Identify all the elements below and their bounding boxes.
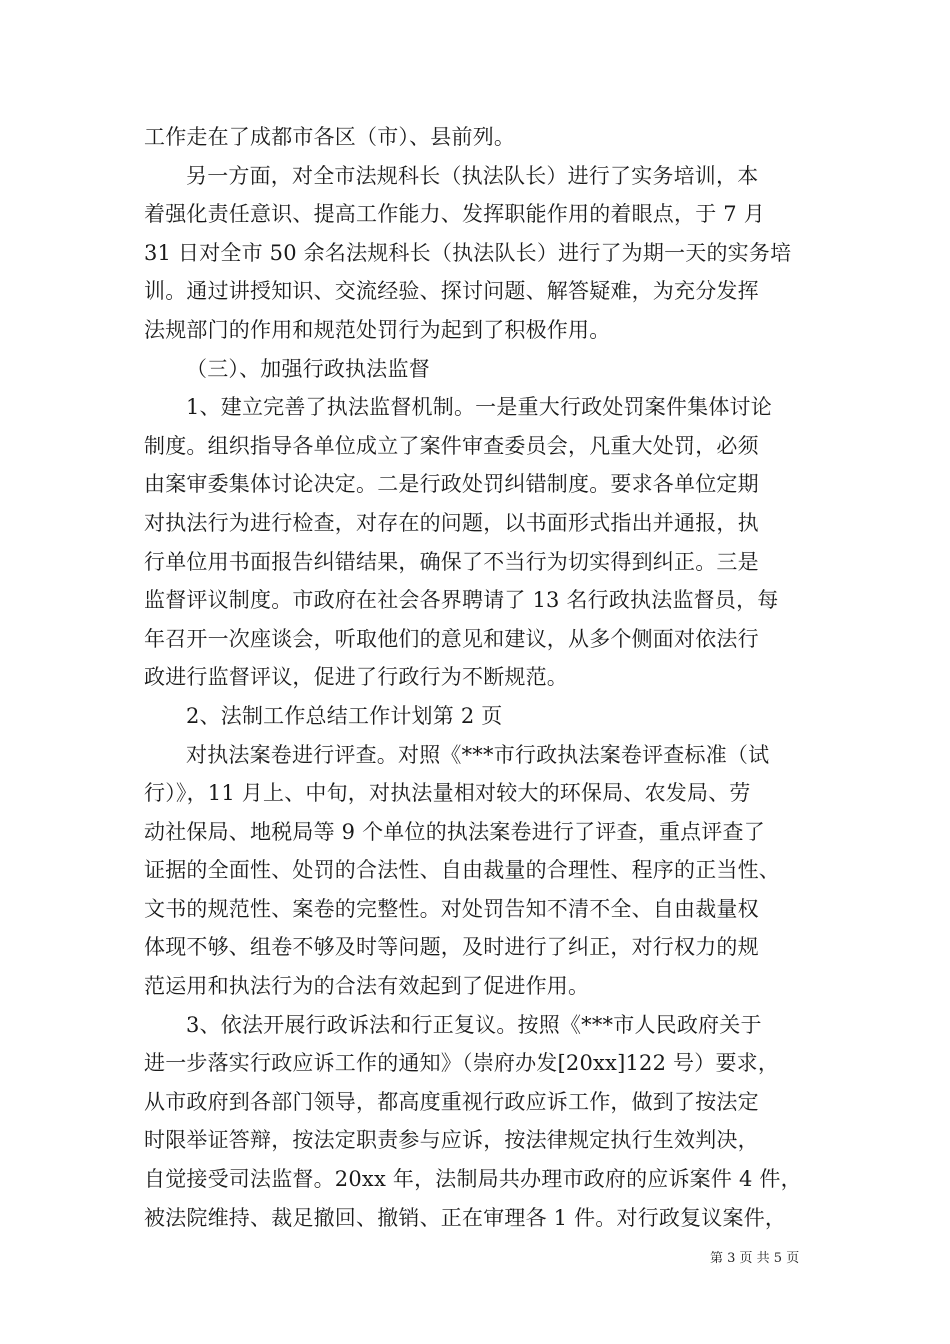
- section-heading: 2、法制工作总结工作计划第 2 页: [186, 703, 503, 728]
- document-body: [144, 118, 816, 1237]
- text-line: 动社保局、地税局等 9 个单位的执法案卷进行了评查，重点评查了: [144, 819, 765, 844]
- text-line: 政进行监督评议，促进了行政行为不断规范。: [144, 665, 568, 690]
- text-line: 证据的全面性、处罚的合法性、自由裁量的合理性、程序的正当性、: [144, 858, 780, 883]
- text-line: 文书的规范性、案卷的完整性。对处罚告知不清不全、自由裁量权: [144, 896, 759, 921]
- page-number: 第 3 页 共 5 页: [710, 1251, 800, 1266]
- text-line: 年召开一次座谈会，听取他们的意见和建议，从多个侧面对依法行: [144, 626, 759, 651]
- text-line: 行）》，11 月上、中旬，对执法量相对较大的环保局、农发局、劳: [144, 781, 751, 806]
- text-line: 行单位用书面报告纠错结果，确保了不当行为切实得到纠正。三是: [144, 549, 759, 574]
- text-line: 训。通过讲授知识、交流经验、探讨问题、解答疑难，为充分发挥: [144, 279, 759, 304]
- text-line: 工作走在了成都市各区（市）、县前列。: [144, 125, 516, 149]
- text-line: 法规部门的作用和规范处罚行为起到了积极作用。: [144, 317, 611, 342]
- text-line: 被法院维持、裁足撤回、撤销、正在审理各 1 件。对行政复议案件，: [144, 1205, 787, 1230]
- text-line: 时限举证答辩，按法定职责参与应诉，按法律规定执行生效判决，: [144, 1128, 759, 1153]
- text-line: 1、建立完善了执法监督机制。一是重大行政处罚案件集体讨论: [186, 395, 772, 420]
- text-line: 由案审委集体讨论决定。二是行政处罚纠错制度。要求各单位定期: [144, 472, 759, 497]
- text-line: 3、依法开展行政诉法和行正复议。按照《***市人民政府关于: [186, 1012, 762, 1037]
- text-line: 体现不够、组卷不够及时等问题，及时进行了纠正，对行权力的规: [144, 935, 759, 960]
- text-line: 另一方面，对全市法规科长（执法队长）进行了实务培训，本: [186, 163, 759, 188]
- text-line: 范运用和执法行为的合法有效起到了促进作用。: [144, 974, 590, 999]
- section-heading: （三）、加强行政执法监督: [186, 356, 430, 381]
- text-line: 监督评议制度。市政府在社会各界聘请了 13 名行政执法监督员，每: [144, 588, 779, 613]
- text-line: 着强化责任意识、提高工作能力、发挥职能作用的着眼点，于 7 月: [144, 202, 765, 227]
- text-line: 自觉接受司法监督。20xx 年，法制局共办理市政府的应诉案件 4 件，: [144, 1167, 802, 1192]
- text-line: 对执法行为进行检查，对存在的问题，以书面形式指出并通报，执: [144, 510, 759, 535]
- text-line: 从市政府到各部门领导，都高度重视行政应诉工作，做到了按法定: [144, 1089, 759, 1114]
- text-line: 进一步落实行政应诉工作的通知》（崇府办发[20xx]122 号）要求，: [144, 1051, 780, 1076]
- text-line: 对执法案卷进行评查。对照《***市行政执法案卷评查标准（试: [186, 742, 770, 767]
- text-line: 制度。组织指导各单位成立了案件审查委员会，凡重大处罚，必须: [144, 433, 759, 458]
- text-line: 31 日对全市 50 余名法规科长（执法队长）进行了为期一天的实务培: [144, 240, 792, 265]
